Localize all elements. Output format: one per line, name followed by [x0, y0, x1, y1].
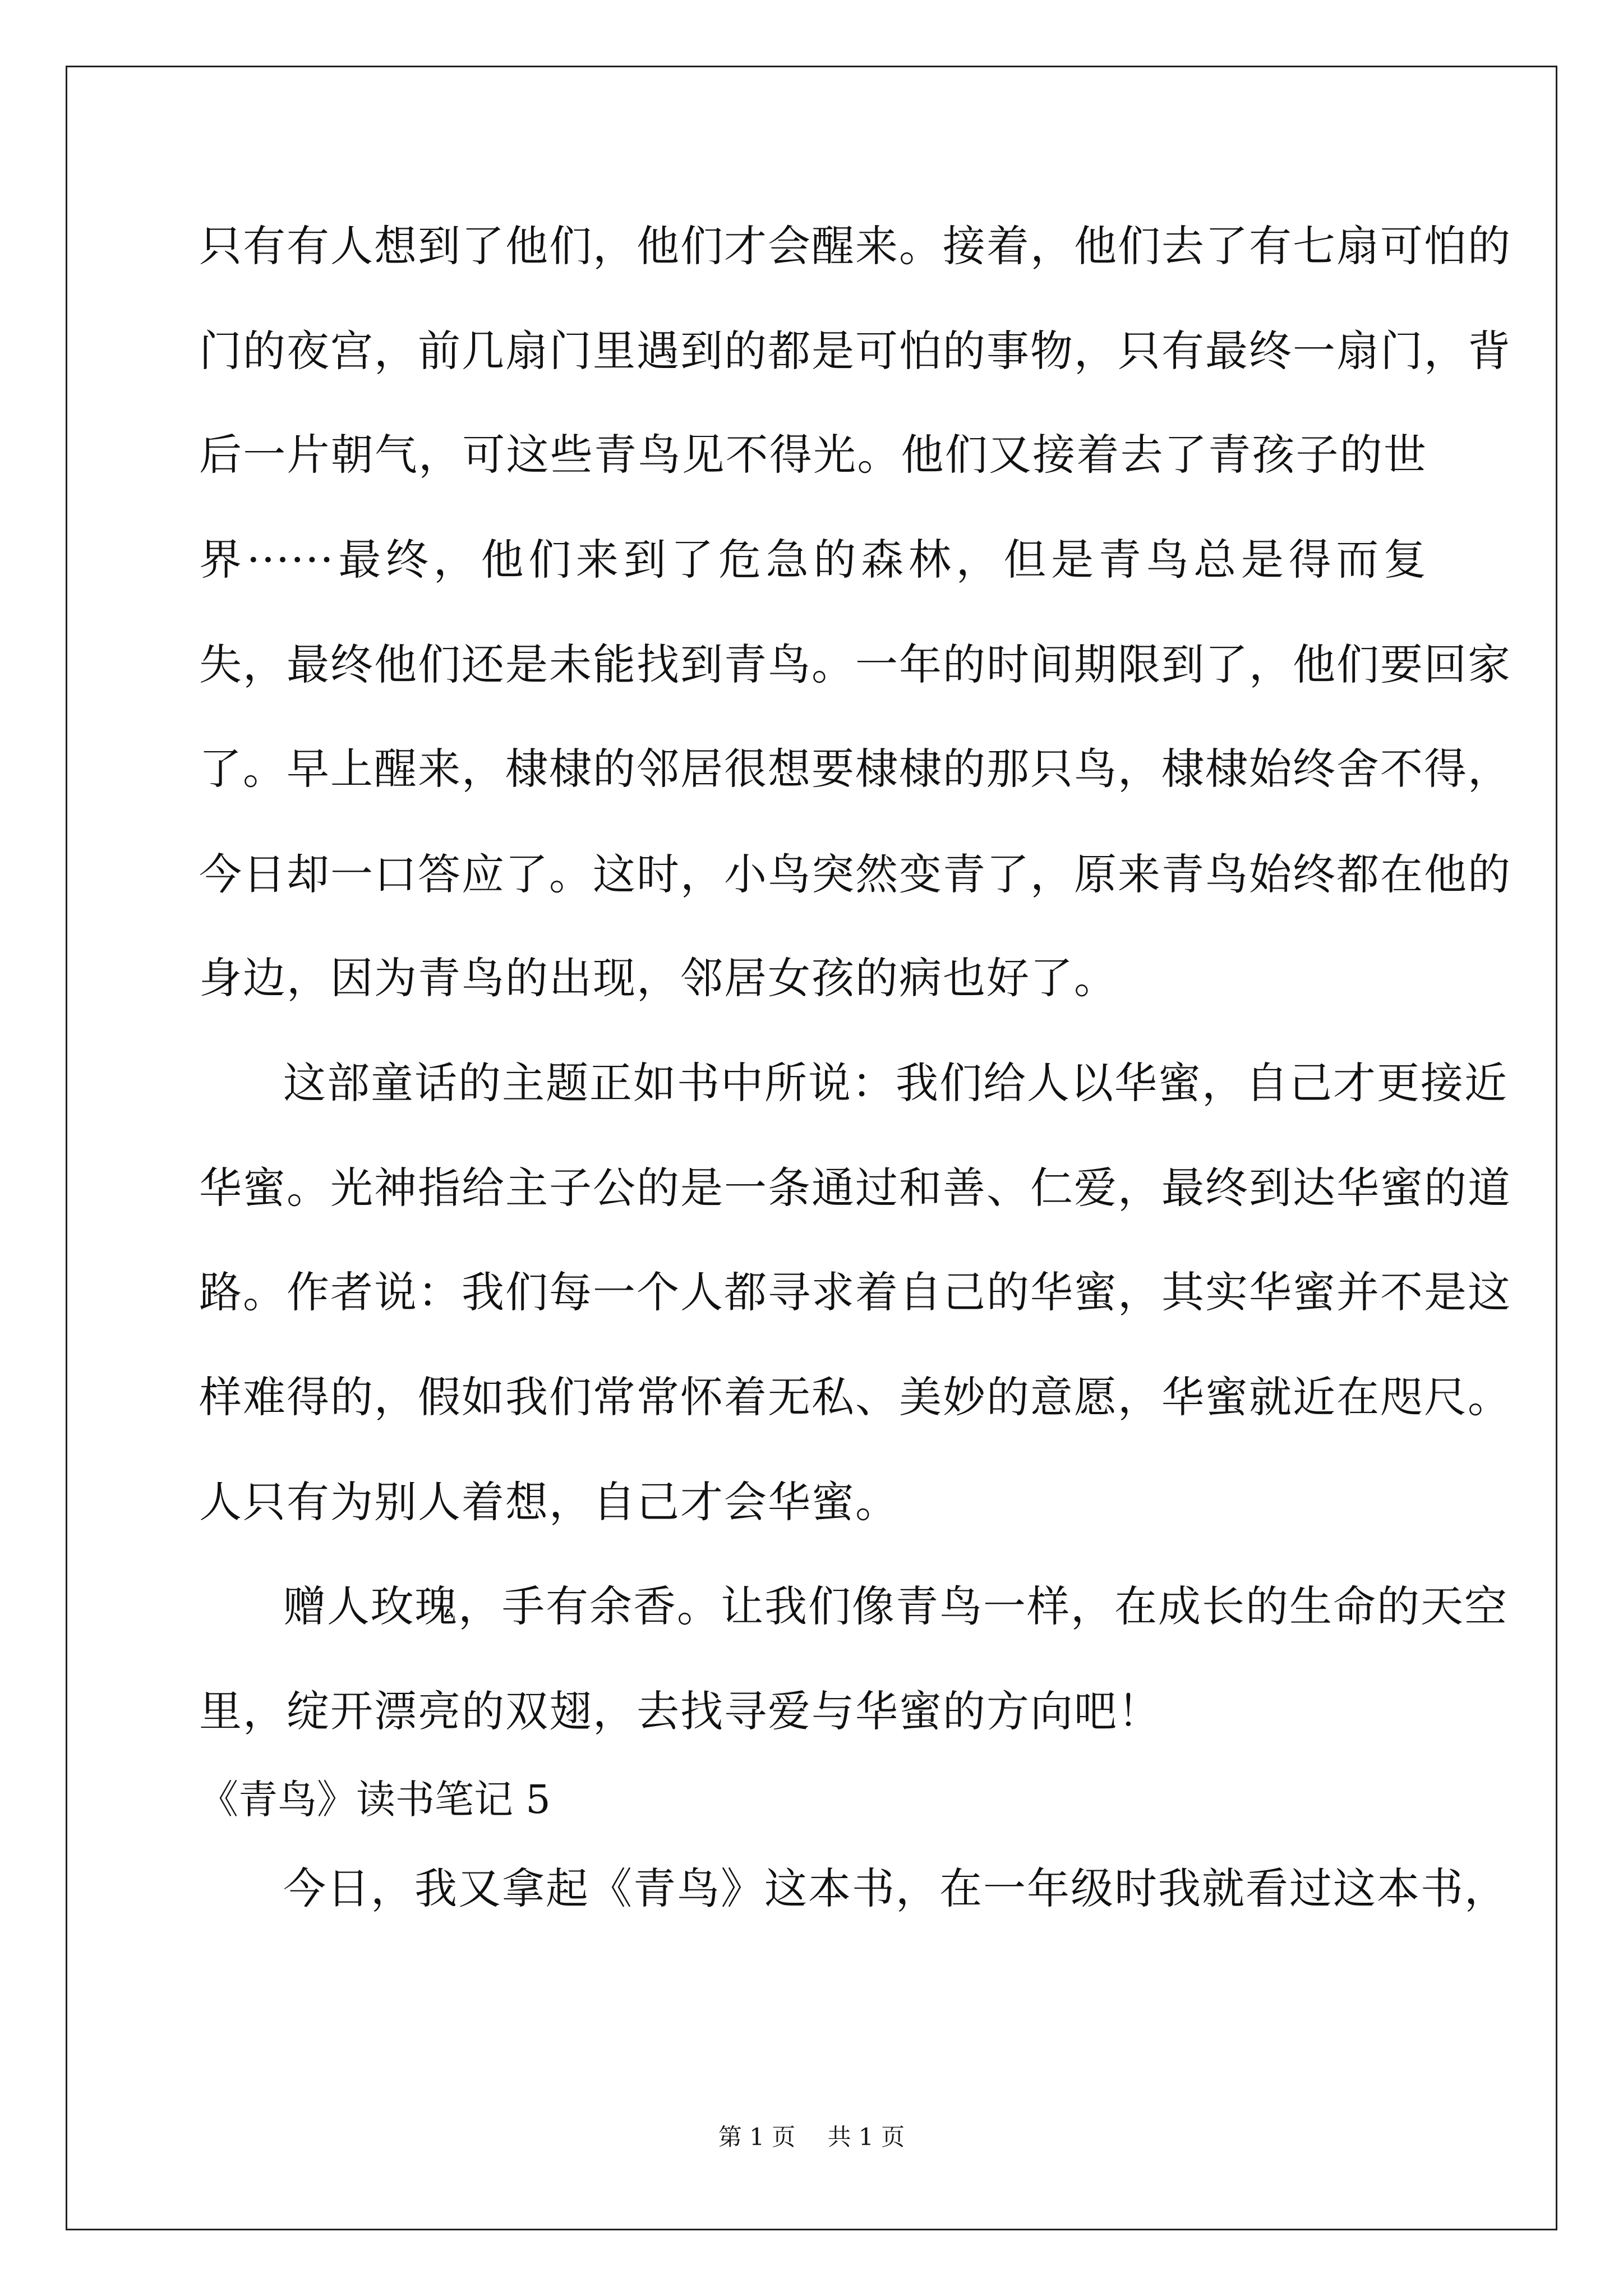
- page-total: 共 1 页: [827, 2123, 905, 2151]
- text-line: 只有有人想到了他们，他们才会醒来。接着，他们去了有七扇可怕的: [199, 221, 1511, 271]
- text-line: 门的夜宫，前几扇门里遇到的都是可怕的事物，只有最终一扇门，背: [199, 326, 1511, 376]
- text-line: 了。早上醒来，棣棣的邻居很想要棣棣的那只鸟，棣棣始终舍不得，: [199, 744, 1511, 794]
- page-footer: [0, 2120, 1623, 2154]
- text-line: 身边，因为青鸟的出现，邻居女孩的病也好了。: [199, 953, 1118, 1003]
- paragraph-first-line: 赠人玫瑰，手有余香。让我们像青鸟一样，在成长的生命的天空: [283, 1581, 1508, 1631]
- text-line: 失，最终他们还是未能找到青鸟。一年的时间期限到了，他们要回家: [199, 639, 1511, 689]
- section-heading: 《青鸟》读书笔记 5: [199, 1777, 551, 1823]
- paragraph-first-line: 这部童话的主题正如书中所说：我们给人以华蜜，自己才更接近: [283, 1058, 1508, 1108]
- text-line: 后一片朝气，可这些青鸟见不得光。他们又接着去了青孩子的世: [199, 430, 1427, 480]
- text-line: 里，绽开漂亮的双翅，去找寻爱与华蜜的方向吧！: [199, 1686, 1161, 1736]
- text-line: 界······最终，他们来到了危急的森林，但是青鸟总是得而复: [199, 535, 1427, 585]
- text-line: 路。作者说：我们每一个人都寻求着自己的华蜜，其实华蜜并不是这: [199, 1267, 1511, 1317]
- text-line: 今日却一口答应了。这时，小鸟突然变青了，原来青鸟始终都在他的: [199, 849, 1511, 899]
- text-line: 华蜜。光神指给主子公的是一条通过和善、仁爱，最终到达华蜜的道: [199, 1163, 1511, 1213]
- page-number: 第 1 页: [718, 2123, 796, 2151]
- text-line: 人只有为别人着想，自己才会华蜜。: [199, 1477, 899, 1527]
- paragraph-first-line: 今日，我又拿起《青鸟》这本书，在一年级时我就看过这本书，: [283, 1864, 1508, 1913]
- text-line: 样难得的，假如我们常常怀着无私、美妙的意愿，华蜜就近在咫尺。: [199, 1372, 1511, 1422]
